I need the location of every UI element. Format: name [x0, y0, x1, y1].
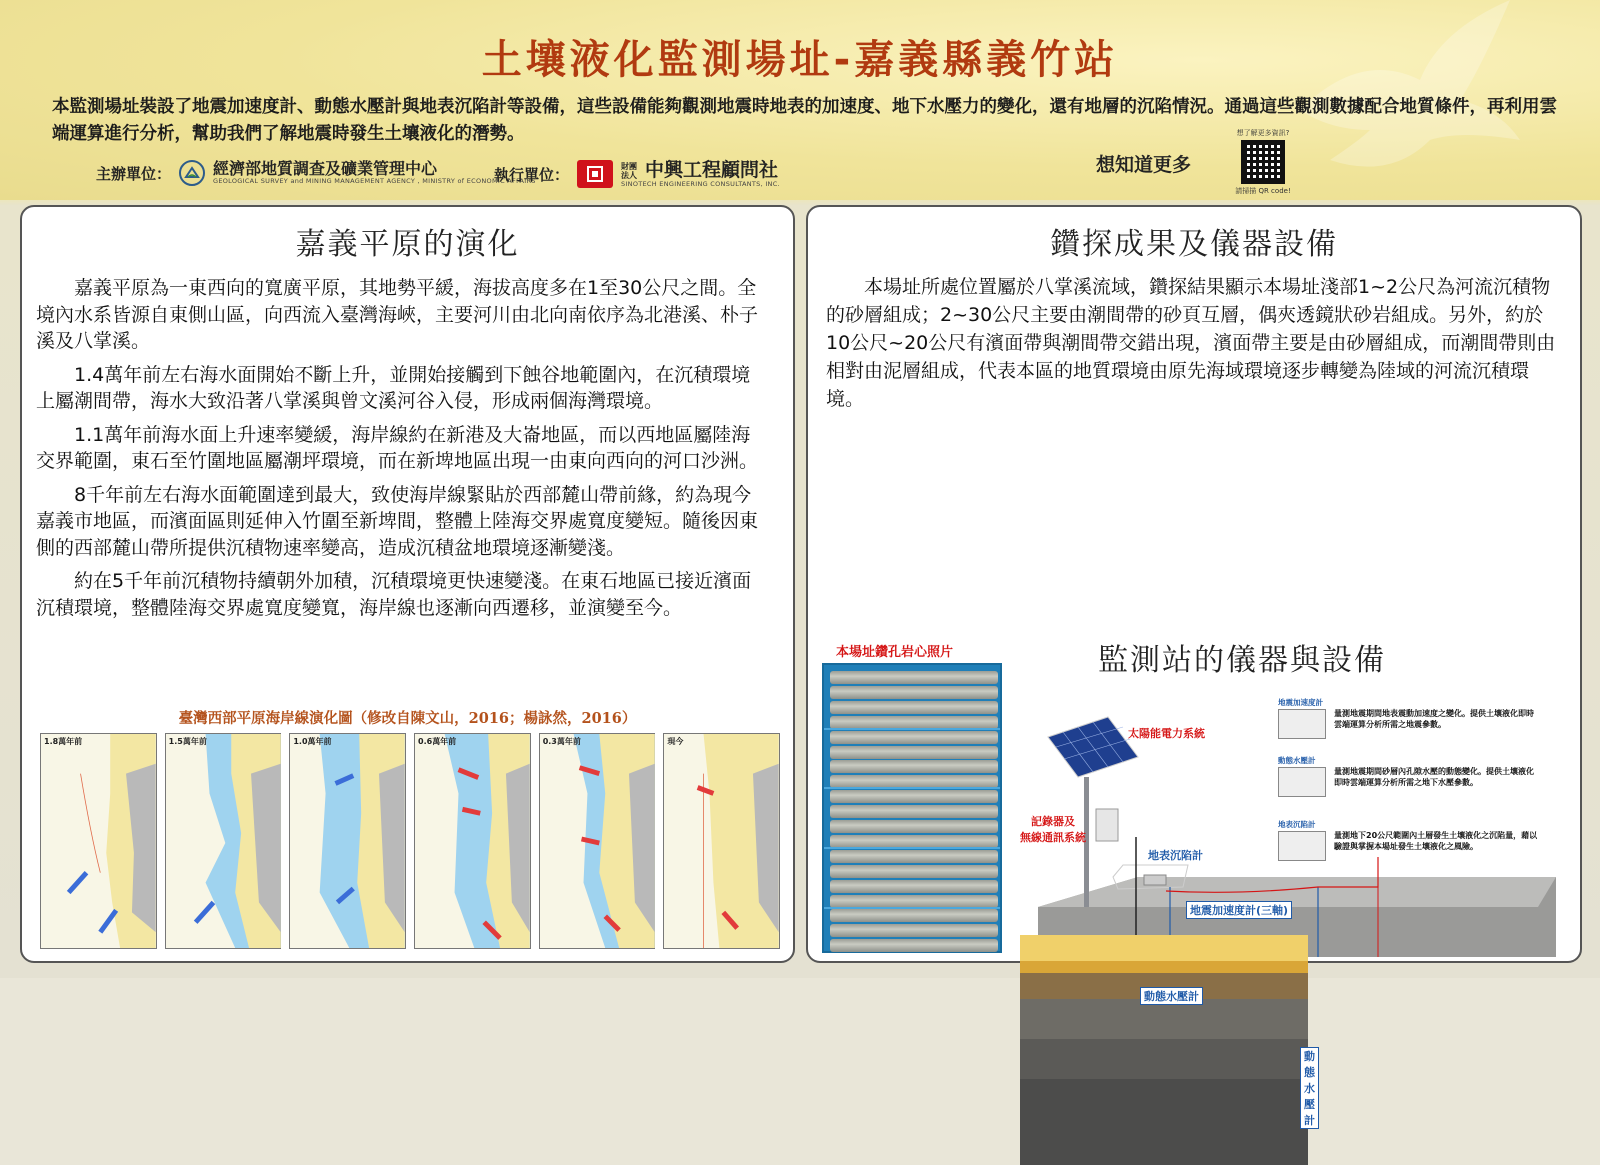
exec-name: 中興工程顧問社 — [645, 158, 779, 181]
qr-section — [1228, 128, 1298, 196]
sensor-desc: 量測地震期間砂層內孔隙水壓的動態變化。提供土壤液化即時雲端運算分析所需之地下水壓參數。 — [1334, 767, 1534, 787]
piezometer-label-lower: 動態水壓計 — [1300, 1047, 1319, 1129]
learn-more-text: 想知道更多 — [1096, 154, 1192, 176]
left-paragraph: 1.4萬年前左右海水面開始不斷上升，並開始接觸到下蝕谷地範圍內，在沉積環境上屬潮間帶，海水大致沿著八掌溪與曾文溪河谷入侵，形成兩個海灣環境。 — [36, 363, 751, 412]
host-unit — [96, 160, 536, 186]
exec-prefix: 財團法人 — [621, 161, 638, 180]
settlement-gauge-icon — [1278, 831, 1326, 861]
solar-label: 太陽能電力系統 — [1128, 727, 1205, 740]
left-paragraph: 1.1萬年前海水面上升速率變緩，海岸線約在新港及大崙地區，而以西地區屬陸海交界範圍，東石至竹圍地區屬潮坪環境，而在新埤地區出現一由東向西向的河口沙洲。 — [36, 423, 759, 472]
host-name: 經濟部地質調查及礦業管理中心 — [213, 159, 438, 179]
exec-label: 執行單位： — [494, 165, 570, 184]
coastline-map — [289, 733, 406, 949]
right-panel — [806, 205, 1582, 1127]
core-box-divider — [824, 728, 1000, 730]
sensor-desc: 量測地下20公尺範圍內土層發生土壤液化之沉陷量，藉以驗證與掌握本場址發生土壤液化之風險。 — [1334, 831, 1538, 851]
coastline-map — [663, 733, 780, 949]
map-label: 1.0萬年前 — [293, 737, 332, 746]
accelerometer-label: 地震加速度計(三軸) — [1186, 901, 1292, 919]
map-label: 現今 — [667, 737, 684, 746]
qr-code[interactable] — [1241, 140, 1285, 184]
logger-label: 記錄器及 無線通訊系統 — [1020, 815, 1086, 844]
right-paragraph: 本場址所處位置屬於八掌溪流域，鑽探結果顯示本場址淺部1~2公尺為河流沉積物的砂層組成；2~30公尺主要由潮間帶的砂頁互層，偶夾透鏡狀砂岩組成。另外，約於10公尺~20公尺有濱面帶與潮間帶交錯出現，濱面帶主要是由砂層組成，而潮間帶則由相對由泥層組成，代表本區的地質環境由原先海域環境逐步轉變為陸域的河流沉積環境。 — [826, 276, 1556, 410]
coastline-map — [165, 733, 282, 949]
core-sample — [830, 909, 998, 922]
map-label: 0.3萬年前 — [542, 737, 581, 746]
left-paragraph: 8千年前左右海水面範圍達到最大，致使海岸線緊貼於西部麓山帶前緣，約為現今嘉義市地區，而濱面區則延伸入竹圍至新埤間，整體上陸海交界處寬度變短。隨後因東側的西部麓山帶所提供沉積物速率變高，造成沉積盆地環境逐漸變淺。 — [36, 483, 759, 559]
left-body — [36, 275, 767, 621]
core-sample — [830, 701, 998, 714]
map-label: 0.6萬年前 — [418, 737, 457, 746]
qr-top-caption: 想了解更多資訊? — [1236, 129, 1290, 137]
core-sample — [830, 865, 998, 878]
gsmma-logo-icon — [179, 160, 205, 186]
intro-text: 本監測場址裝設了地震加速度計、動態水壓計與地表沉陷計等設備，這些設備能夠觀測地震時地表的加速度、地下水壓力的變化，還有地層的沉陷情況。通過這些觀測數據配合地質條件，再利用雲端運算進行分析，幫助我們了解地震時發生土壤液化的潛勢。 — [52, 97, 1557, 144]
host-label: 主辦單位： — [96, 164, 172, 183]
header — [0, 0, 1600, 200]
left-paragraph: 約在5千年前沉積物持續朝外加積，沉積環境更快速變淺。在東石地區已接近濱面沉積環境，整體陸海交界處寬度變寬，海岸線也逐漸向西遷移，並演變至今。 — [36, 570, 752, 619]
left-panel — [20, 205, 795, 963]
equipment-heading: 監測站的儀器與設備 — [1098, 643, 1386, 678]
sensor-accelerometer — [1278, 697, 1538, 730]
settlement-gauge-label: 地表沉陷計 — [1148, 849, 1203, 862]
core-sample — [830, 671, 998, 684]
right-body — [826, 273, 1562, 413]
core-box-divider — [824, 787, 1000, 789]
coastline-map — [539, 733, 656, 949]
sinotech-logo-icon — [577, 160, 613, 188]
right-heading: 鑽探成果及儀器設備 — [1050, 227, 1338, 262]
host-name-en: GEOLOGICAL SURVEY and MINING MANAGEMENT AGENCY , MINISTRY of ECONOMIC AFFAIRS — [213, 176, 536, 185]
core-sample — [830, 760, 998, 773]
sensor-title: 動態水壓計 — [1278, 756, 1316, 765]
core-sample — [830, 731, 998, 744]
left-paragraph: 嘉義平原為一東西向的寬廣平原，其地勢平緩，海拔高度多在1至30公尺之間。全境內水系皆源自東側山區，向西流入臺灣海峽，主要河川由北向南依序為北港溪、朴子溪及八掌溪。 — [36, 277, 759, 352]
core-sample — [830, 924, 998, 937]
core-box-divider — [824, 847, 1000, 849]
core-sample — [830, 880, 998, 893]
sensor-title: 地震加速度計 — [1278, 698, 1323, 707]
map-label: 1.8萬年前 — [44, 737, 83, 746]
exec-unit — [494, 160, 780, 188]
core-sample — [830, 850, 998, 863]
sensor-desc: 量測地震期間地表震動加速度之變化。提供土壤液化即時雲端運算分析所需之地震參數。 — [1334, 709, 1534, 729]
core-sample — [830, 790, 998, 803]
core-photo — [822, 663, 1002, 953]
maps-caption: 臺灣西部平原海岸線演化圖（修改自陳文山，2016；楊詠然，2016） — [178, 710, 637, 727]
piezometer-label-upper: 動態水壓計 — [1140, 987, 1203, 1005]
coastline-maps — [40, 733, 780, 949]
sensor-piezometer — [1278, 755, 1538, 788]
sensor-title: 地表沉陷計 — [1278, 820, 1316, 829]
left-heading: 嘉義平原的演化 — [295, 227, 520, 262]
core-sample — [830, 686, 998, 699]
core-sample — [830, 805, 998, 818]
coastline-map — [414, 733, 531, 949]
core-photo-caption: 本場址鑽孔岩心照片 — [836, 645, 954, 660]
core-sample — [830, 820, 998, 833]
sensor-settlement — [1278, 819, 1538, 852]
accelerometer-icon — [1278, 709, 1326, 739]
qr-bottom-caption: 請掃描 QR code! — [1235, 187, 1291, 195]
core-sample — [830, 746, 998, 759]
page-title: 土壤液化監測場址-嘉義縣義竹站 — [481, 37, 1119, 83]
core-box-divider — [824, 907, 1000, 909]
piezometer-icon — [1278, 767, 1326, 797]
exec-name-en: SINOTECH ENGINEERING CONSULTANTS, INC. — [621, 179, 780, 188]
soil-layers — [1020, 935, 1315, 1165]
coastline-map — [40, 733, 157, 949]
map-label: 1.5萬年前 — [168, 737, 207, 746]
core-sample — [830, 939, 998, 952]
